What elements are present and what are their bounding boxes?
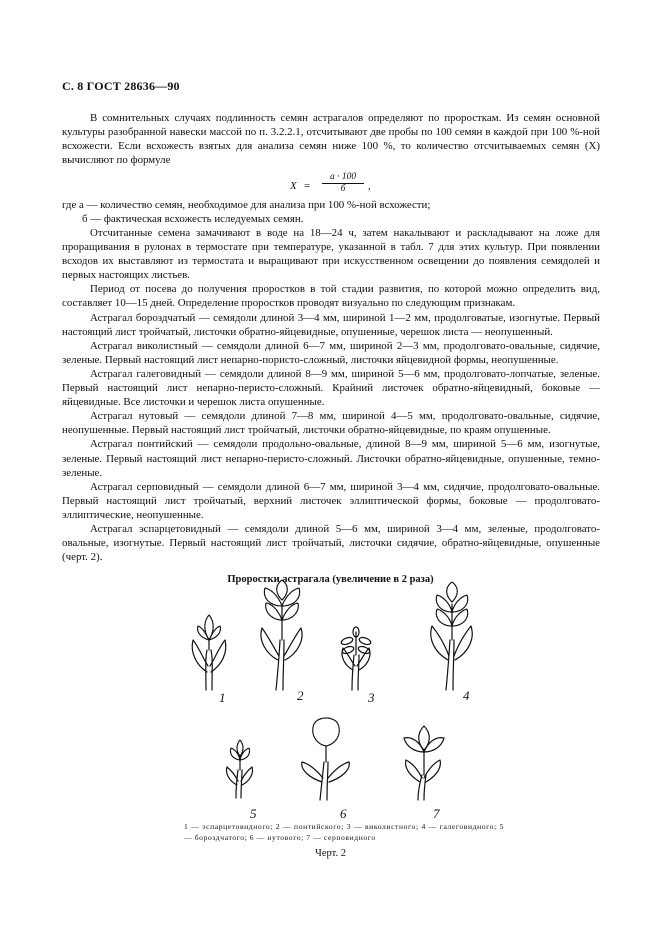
paragraph: Период от посева до получения проростков в той стадии развития, по которой можно определить вид, составляет 10—15 дней. Определение проростков проводят визуально по следующим признакам. xyxy=(62,283,600,310)
seedling-6-drawing xyxy=(302,718,350,800)
paragraph: Астрагал эспарцетовидный — семядоли длиной 5—6 мм, шириной 3—4 мм, зеленые, продолговато-овальные, изогнутые. Первый настоящий лист тройчатый, листочки сидячие, обратно-яйцевидные, опушенные (черт. 2). xyxy=(62,522,600,564)
page-header: С. 8 ГОСТ 28636—90 xyxy=(62,79,180,93)
figure-label-4: 4 xyxy=(463,688,470,703)
definition-b: б — фактическая всхожесть иследуемых семян. xyxy=(82,213,304,225)
definition-a: где а — количество семян, необходимое для анализа при 100 %-ной всхожести; xyxy=(62,199,431,211)
figure-label-2: 2 xyxy=(297,688,304,703)
formula-lhs: X xyxy=(290,180,297,192)
seedling-3-drawing xyxy=(340,627,371,690)
paragraph: Астрагал понтийский — семядоли продольно-овальные, длиной 8—9 мм, шириной 5—6 мм, изогнутые, зеленые. Первый настоящий лист непарно-перисто-сложный. Листочки обратно-яйцевидные, опушенные, темно-зеленые. xyxy=(62,438,600,479)
seedling-5-drawing xyxy=(226,740,252,798)
figure-label-3: 3 xyxy=(368,690,375,705)
paragraph: Астрагал виколистный — семядоли длиной 6—7 мм, шириной 2—3 мм, продолговато-овальные, сидячие, зеленые. Первый настоящий лист непарно-пористо-сложный, листочки яйцевидной формы, неопушенные. xyxy=(62,339,600,366)
formula-denominator: б xyxy=(340,184,346,194)
figure-number: Черт. 2 xyxy=(315,848,346,859)
seedling-2-drawing xyxy=(261,580,302,690)
paragraph: Астрагал нутовый — семядоли длиной 7—8 мм, шириной 4—5 мм, продолговато-овальные, сидячие, неопушенные. Первый настоящий лист тройчатый, листочки обратно-яйцевидные, по краям опушенные. xyxy=(62,410,600,437)
figure-label-5: 5 xyxy=(250,806,257,821)
paragraph: Отсчитанные семена замачивают в воде на 18—24 ч, затем накалывают и раскладывают на ложе для проращивания в рулонах в термостате при температуре, указанной в табл. 7 для этих культур. При появлении всходов их выставляют из термостата и выращивают при искусственном освещении до появления семядолей и первых настоящих листьев. xyxy=(62,227,600,282)
formula-numerator: a · 100 xyxy=(322,172,364,184)
formula-tail: , xyxy=(368,180,371,192)
seedling-4-drawing xyxy=(431,582,472,690)
paragraph: Астрагал галеговидный — семядоли длиной 8—9 мм, шириной 5—6 мм, продолговато-лопчатые, зеленые. Первый настоящий лист непарно-перисто-сложный. Крайний листочек обратно-яйцевидный, боковые — яйцевидные. Все листочки и черешок листа опушенные. xyxy=(62,367,600,409)
seedling-1-drawing xyxy=(192,615,226,690)
figure-label-1: 1 xyxy=(219,690,226,705)
figure-label-6: 6 xyxy=(340,806,347,821)
paragraph: Астрагал серповидный — семядоли длиной 6—7 мм, шириной 3—4 мм, сидячие, продолговато-овальные. Первый настоящий лист тройчатый, верхний листочек эллиптической формы, боковые — продолговато-эллиптические, неопушенные. xyxy=(62,480,600,521)
seedling-7-drawing xyxy=(404,726,444,800)
paragraph: В сомнительных случаях подлинность семян астрагалов определяют по проросткам. Из семян основной культуры разобранной навески массой по п. 3.2.2.1, отсчитывают две пробы по 100 семян в каждой при 100 %-ной всхожести. Если всхожесть взятых для анализа семян ниже 100 %, то количество отсчитываемых семян (X) вычисляют по формуле xyxy=(62,112,600,167)
formula-eq: = xyxy=(304,180,311,192)
figure-caption: 1 — эспарцетовидного; 2 — понтийского; 3 — виколистного; 4 — галеговидного; 5 — бороздчатого; 6 — нутового; 7 — серповидного xyxy=(184,822,504,842)
figure-title: Проростки астрагала (увеличение в 2 раза) xyxy=(227,574,434,585)
figure-label-7: 7 xyxy=(433,806,440,821)
paragraph: Астрагал бороздчатый — семядоли длиной 3—4 мм, шириной 1—2 мм, продолговатые, изогнутые. Первый настоящий лист тройчатый, листочки обратно-яйцевидные, опушенные, черешок листа — неопушенный. xyxy=(62,311,600,338)
